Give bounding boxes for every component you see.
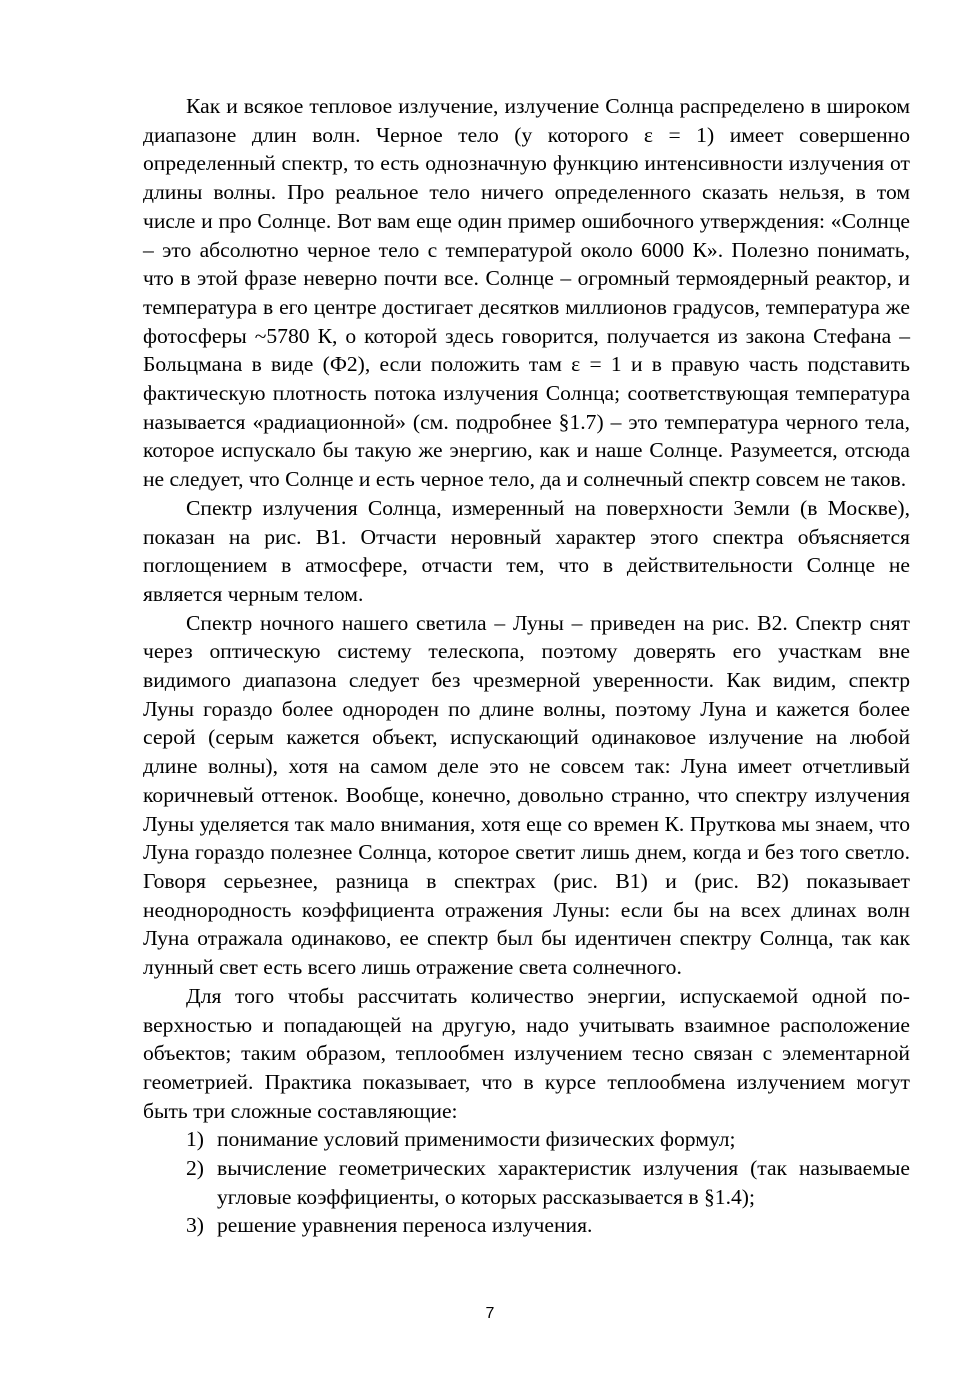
list-item — [143, 1211, 910, 1240]
paragraph-1: Как и всякое тепловое излучение, излучение Солнца распределено в широком диапазоне длин волн. Черное тело (у которого ε = 1) имеет совершенно определенный спектр, то есть однозначную функцию интенсивности излучения от длины волны. Про реальное тело ничего определенного сказать нельзя, в том числе и про Солнце. Вот вам еще один пример ошибочного утверждения: «Солнце – это абсолютно черное тело с температурой около 6000 К». Полезно понимать, что в этой фразе неверно почти все. Солнце – огромный термоядерный реактор, и температура в его центре достигает десятков миллионов градусов, температура же фотосферы ~5780 К, о которой здесь говорится, получается из закона Стефана – Больцмана в виде (Ф2), если положить там ε = 1 и в правую часть подставить фактическую плотность потока излучения Солнца; соответствующая температура называется «радиационной» (см. подробнее §1.7) – это температура черного тела, которое испускало бы такую же энергию, как и наше Солнце. Разумеется, отсюда не следует, что Солнце и есть черное тело, да и солнечный спектр совсем не таков. — [143, 94, 910, 492]
list-item-text: вычисление геометрических характеристик излучения (так называемые угловые коэффициенты, о которых рассказывается в §1.4); — [217, 1156, 910, 1209]
list-item-text: понимание условий применимости физических формул; — [217, 1127, 736, 1152]
paragraph-3: Спектр ночного нашего светила – Луны – приведен на рис. В2. Спектр снят через оптическую систему телескопа, поэтому доверять его участкам вне видимого диапазона следует без чрезмерной уверенности. Как видим, спектр Луны гораздо более однороден по длине волны, поэтому Луна и кажется более серой (серым кажется объект, испускающий одинаковое излучение на любой длине волны), хотя на самом деле это не совсем так: Луна имеет отчетливый коричневый оттенок. Вообще, конечно, довольно странно, что спектру излучения Луны уделяется так мало внимания, хотя еще со времен К. Пруткова мы знаем, что Луна гораздо полезнее Солнца, которое светит лишь днем, когда и без того светло. Говоря серьезнее, разница в спектрах (рис. В1) и (рис. В2) показывает неоднородность коэффициента отражения Луны: если бы на всех длинах волн Луна отражала одинаково, ее спектр был бы идентичен спектру Солнца, так как лунный свет есть всего лишь отражение света солнечного. — [143, 610, 910, 980]
list-item — [143, 1154, 910, 1211]
paragraph-2: Спектр излучения Солнца, измеренный на поверхности Земли (в Москве), показан на рис. В1. Отчасти неровный характер этого спектра объясняется поглощением в атмосфере, отчасти тем, что в действительности Солнце не является черным телом. — [143, 495, 910, 606]
list-item-number: 2) — [186, 1156, 204, 1181]
paragraph-4: Для того чтобы рассчитать количество энергии, испускаемой одной поверхностью и попадающей на другую, надо учитывать взаимное расположение объектов; таким образом, теплообмен излучением тесно связан с элементарной геометрией. Практика показывает, что в курсе теплообмена излучением могут быть три сложные составляющие: — [143, 983, 910, 1123]
list-item — [143, 1125, 910, 1154]
list-item-text: решение уравнения переноса излучения. — [217, 1213, 593, 1238]
list-item-number: 3) — [186, 1213, 204, 1238]
list-item-number: 1) — [186, 1127, 204, 1152]
page-number: 7 — [485, 1305, 495, 1322]
numbered-list — [143, 1125, 910, 1240]
text-column — [143, 92, 910, 1240]
